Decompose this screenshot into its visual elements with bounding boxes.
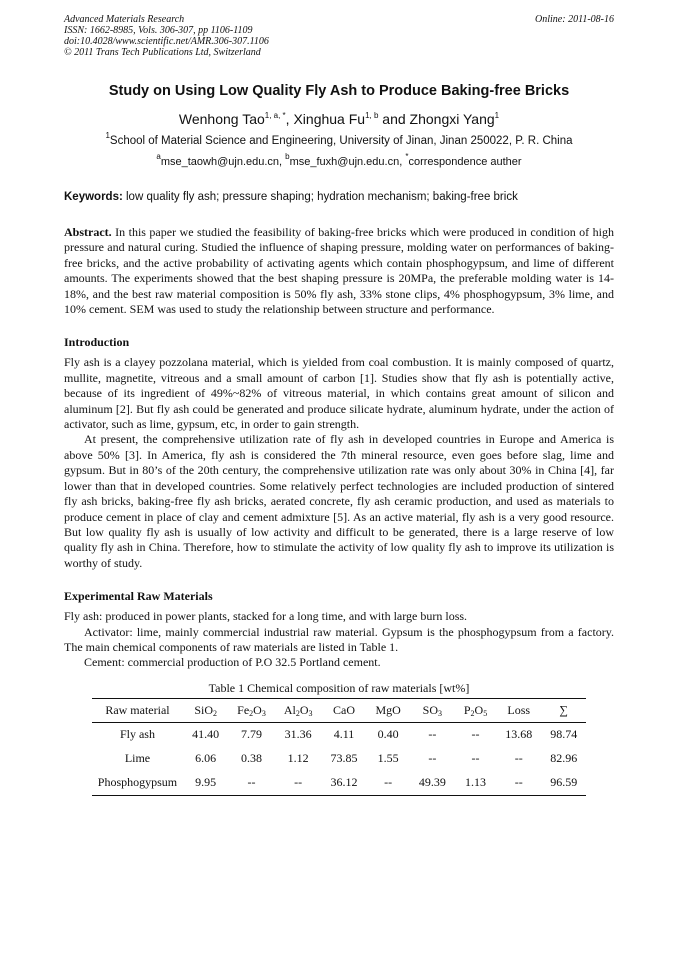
- table-row: [92, 747, 586, 771]
- table-cell: 7.79: [240, 727, 262, 742]
- header-sum: ∑: [559, 702, 568, 717]
- table-cell: --: [428, 727, 437, 742]
- table-cell: 98.74: [550, 727, 578, 742]
- journal-info: [64, 14, 269, 58]
- email-line: [64, 152, 614, 170]
- journal-header: [64, 14, 614, 66]
- table-cell: 82.96: [550, 751, 578, 766]
- email-sup: *: [405, 152, 409, 161]
- abstract: [64, 225, 614, 317]
- table-cell: --: [514, 751, 523, 766]
- header-al2o3: $Al_2O_3$: [283, 702, 313, 718]
- table-cell: 1.13: [465, 775, 487, 790]
- table-cell: --: [384, 775, 393, 790]
- header-cao: CaO: [333, 702, 355, 717]
- email-sup: b: [285, 152, 290, 161]
- header-mgo: MgO: [375, 702, 401, 717]
- author-sup: 1, a, *: [264, 111, 286, 120]
- table-row: [92, 722, 586, 747]
- table-cell: --: [471, 751, 480, 766]
- header-p2o5: $P_2O_5$: [463, 702, 488, 718]
- table-cell: 13.68: [505, 727, 533, 742]
- table-cell: Fly ash: [119, 727, 155, 742]
- affiliation-sup: 1: [105, 131, 110, 140]
- section-heading-raw-materials: Experimental Raw Materials: [64, 589, 213, 604]
- issn: ISSN: 1662-8985, Vols. 306-307, pp 1106-1109: [64, 25, 253, 36]
- author-sup: 1, b: [365, 111, 379, 120]
- intro-paragraph-2: At present, the comprehensive utilization rate of fly ash in developed countries in Europe and America is above 50% [3]. In America, fly ash is considered the 7th mineral resource, even goes before slag, lime and gypsum. But in 80’s of the 20th century, the comprehensive utilization rate was only about 30% in China [4], far lower than that in developed countries. Some relatively perfect technologies are included production of sintered fly ash bricks, baking-free fly ash bricks, aerated concrete, fly ash ceramic production, and used as materials to produce cement in place of clay and cement admixture [5]. As an active material, fly ash is a very good resource. But low quality fly ash is usually of low activity and difficult to be generated, there is a large reserve of low quality fly ash in China. Therefore, how to stimulate the activity of low quality fly ash to improve its utilization is worthy of study.: [64, 432, 614, 570]
- table-cell: 96.59: [550, 775, 578, 790]
- table-cell: --: [471, 727, 480, 742]
- section-heading-introduction: Introduction: [64, 335, 130, 350]
- keywords-text: low quality fly ash; pressure shaping; hydration mechanism; baking-free brick: [122, 191, 518, 203]
- author-separator: ,: [285, 111, 294, 127]
- header-so3: $SO_3$: [422, 702, 443, 718]
- correspondence-note: correspondence auther: [408, 156, 522, 168]
- table-row: [92, 771, 586, 796]
- paper-page: [64, 14, 614, 796]
- table-caption: Table 1 Chemical composition of raw materials [wt%]: [208, 680, 470, 695]
- online-date: Online: 2011-08-16: [535, 14, 614, 25]
- header-loss: Loss: [507, 702, 531, 717]
- author-separator: and: [378, 111, 410, 127]
- author-name: Zhongxi Yang: [409, 111, 495, 127]
- email-sup: a: [156, 152, 161, 161]
- table-cell: 1.55: [377, 751, 399, 766]
- table-cell: --: [247, 775, 256, 790]
- header-fe2o3: $Fe_2O_3$: [237, 702, 266, 718]
- table-cell: Phosphogypsum: [97, 775, 178, 790]
- abstract-text: In this paper we studied the feasibility of baking-free bricks which were produced in condition of high pressure and natural curing. Studied the influence of shaping pressure, molding water on performances of baking-free bricks, and the active probability of activating agents which contain phosphogypsum, and lime of different amounts. The experiments showed that the best shaping pressure is 20MPa, the preferable molding water is 14-18%, and the best raw material composition is 50% fly ash, 33% stone clips, 4% phosphogypsum, 3% lime, and 10% cement. SEM was used to study the relationship between structure and performance.: [64, 225, 614, 317]
- table-header-row: [92, 698, 586, 722]
- table-cell: 9.95: [195, 775, 217, 790]
- composition-table: [92, 698, 586, 796]
- email-link[interactable]: mse_fuxh@ujn.edu.cn,: [289, 156, 406, 168]
- table-cell: 49.39: [418, 775, 446, 790]
- table-cell: 73.85: [330, 751, 358, 766]
- table-cell: 6.06: [195, 751, 217, 766]
- table-cell: 41.40: [192, 727, 220, 742]
- paper-title: Study on Using Low Quality Fly Ash to Produce Baking-free Bricks: [108, 83, 570, 99]
- author-list: [64, 110, 614, 128]
- journal-name: Advanced Materials Research: [64, 14, 185, 25]
- table-cell: 0.40: [377, 727, 399, 742]
- abstract-label: Abstract.: [64, 225, 112, 239]
- author-name: Xinghua Fu: [293, 111, 366, 127]
- table-cell: 31.36: [284, 727, 312, 742]
- email-link[interactable]: mse_taowh@ujn.edu.cn,: [160, 156, 286, 168]
- header-raw-material: Raw material: [105, 702, 170, 717]
- table-cell: --: [294, 775, 303, 790]
- raw-paragraph-1: Fly ash: produced in power plants, stacked for a long time, and with large burn loss.: [64, 609, 468, 624]
- table-cell: 1.12: [287, 751, 309, 766]
- table-cell: 4.11: [333, 727, 355, 742]
- table-cell: 36.12: [330, 775, 358, 790]
- affiliation-text: School of Material Science and Engineering, University of Jinan, Jinan 250022, P. R. China: [109, 135, 573, 147]
- author-sup: 1: [494, 111, 500, 120]
- raw-paragraph-2: Activator: lime, mainly commercial industrial raw material. Gypsum is the phosphogypsum from a factory. The main chemical components of raw materials are listed in Table 1.: [64, 624, 614, 654]
- table-cell: --: [514, 775, 523, 790]
- doi: doi:10.4028/www.scientific.net/AMR.306-307.1106: [64, 36, 269, 47]
- table-cell: 0.38: [240, 751, 262, 766]
- keywords-label: Keywords:: [64, 191, 123, 203]
- table-cell: --: [428, 751, 437, 766]
- header-sio2: SiO$_2$: [194, 702, 217, 718]
- table-cell: Lime: [124, 751, 151, 766]
- copyright: © 2011 Trans Tech Publications Ltd, Switzerland: [64, 47, 261, 58]
- raw-paragraph-3: Cement: commercial production of P.O 32.5 Portland cement.: [84, 655, 381, 670]
- author-name: Wenhong Tao: [178, 111, 265, 127]
- keywords: [64, 190, 614, 205]
- affiliation: [64, 131, 614, 149]
- intro-paragraph-1: Fly ash is a clayey pozzolana material, which is yielded from coal combustion. It is mainly composed of quartz, mullite, magnetite, vitreous and a small amount of carbon [1]. Studies show that fly ash is potentially active, because of its ingredient of 49%~82% of vitreous material, in which contains great amount of silicon and aluminum [2]. But fly ash could be generated and produce silicate hydrate, aluminum hydrate, under the action of activator, such as lime, gypsum, etc, in order to gain strength.: [64, 355, 614, 432]
